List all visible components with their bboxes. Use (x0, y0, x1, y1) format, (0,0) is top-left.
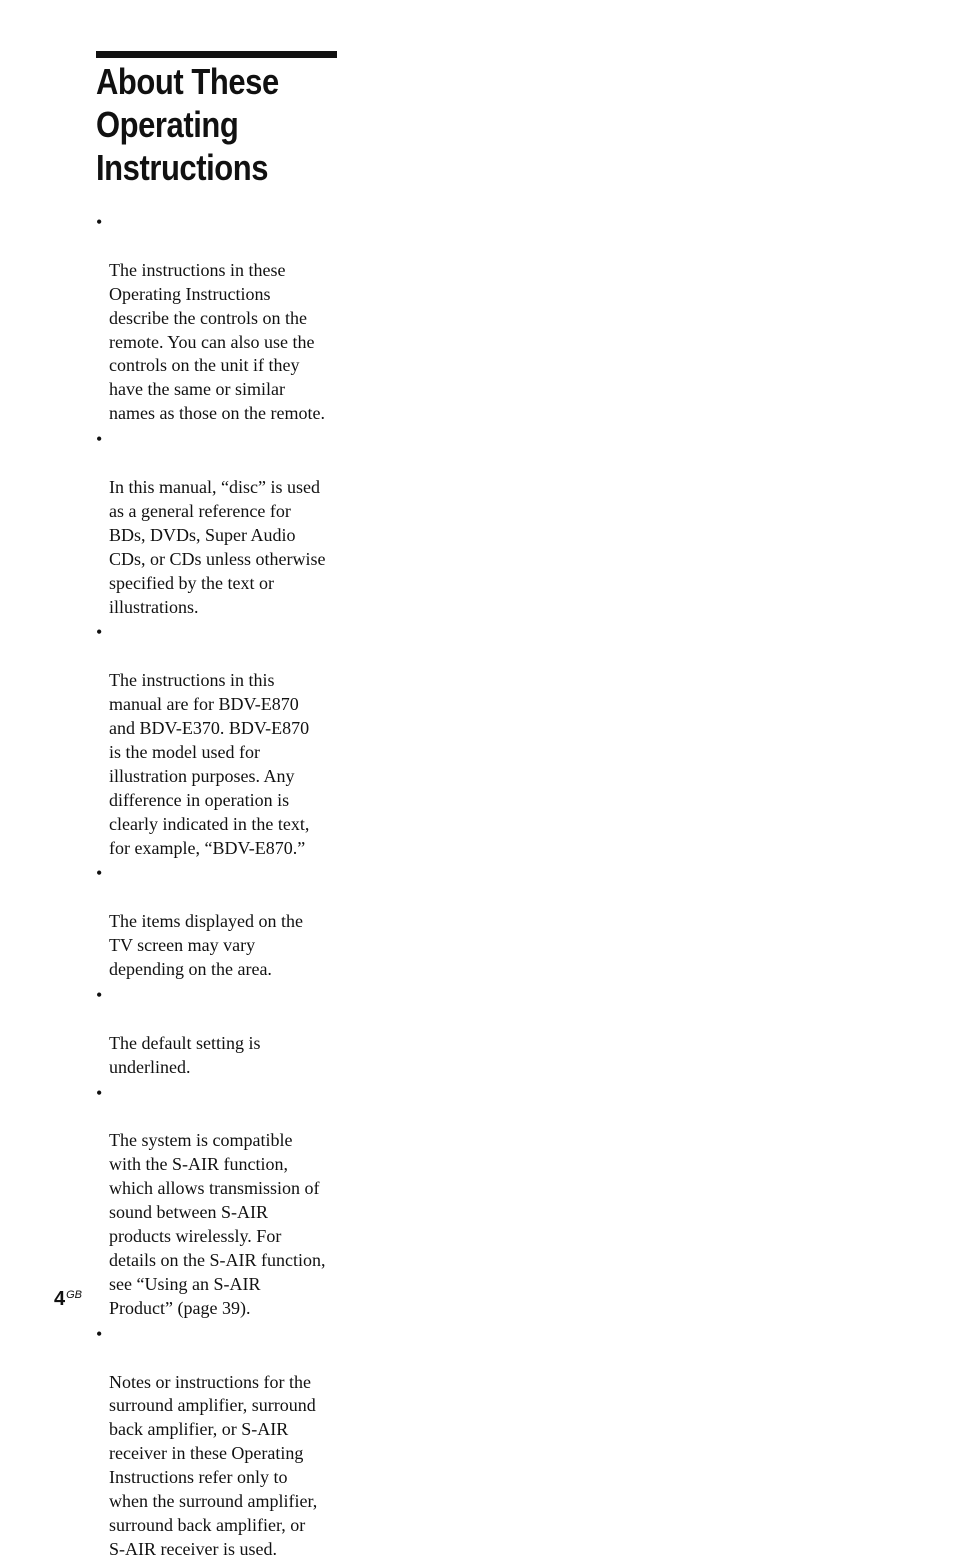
list-item (96, 621, 342, 860)
list-item (96, 984, 342, 1080)
list-item (96, 862, 342, 982)
list-item (96, 428, 342, 619)
bullet-icon: • (96, 1323, 103, 1344)
page-title: About These Operating Instructions (96, 61, 279, 188)
bullet-icon: • (96, 1082, 103, 1103)
list-item-text: The items displayed on the TV screen may vary depending on the area. (109, 911, 303, 980)
bullet-icon: • (96, 985, 103, 1005)
list-item-text: The default setting is underlined. (109, 1032, 261, 1077)
page-number-suffix: GB (66, 1289, 83, 1301)
list-item-text: The system is compatible with the S-AIR function, which allows transmission of sound between S-AIR products wirelessly. For details on the S-AIR function, see “Using an S-AIR Product” (page 39). (109, 1130, 326, 1318)
bullet-icon: • (96, 429, 103, 450)
list-item (96, 1323, 342, 1562)
bullet-icon: • (96, 863, 103, 884)
bullet-icon: • (96, 212, 103, 232)
list-item-text: The instructions in this manual are for BDV-E870 and BDV-E370. BDV-E870 is the model used for illustration purposes. Any difference in operation is clearly indicated in the text, for example, “BDV-E870.” (109, 670, 310, 858)
page-number (54, 1282, 82, 1312)
list-item-text: In this manual, “disc” is used as a general reference for BDs, DVDs, Super Audio CDs, or CDs unless otherwise specified by the text or illustrations. (109, 476, 326, 617)
section-top-rule (96, 51, 337, 58)
list-item-text: The instructions in these Operating Instructions describe the controls on the remote. You can also use the controls on the unit if they have the same or similar names as those on the remote. (109, 259, 325, 424)
instructions-bullet-list (96, 211, 342, 1564)
page-number-value: 4 (54, 1288, 66, 1310)
bullet-icon: • (96, 622, 103, 643)
list-item (96, 211, 342, 426)
list-item-text: Notes or instructions for the surround amplifier, surround back amplifier, or S-AIR receiver in these Operating Instructions refer only to when the surround amplifier, surround back amplifier, or S-AIR receiver is used. (109, 1371, 318, 1559)
list-item (96, 1082, 342, 1321)
